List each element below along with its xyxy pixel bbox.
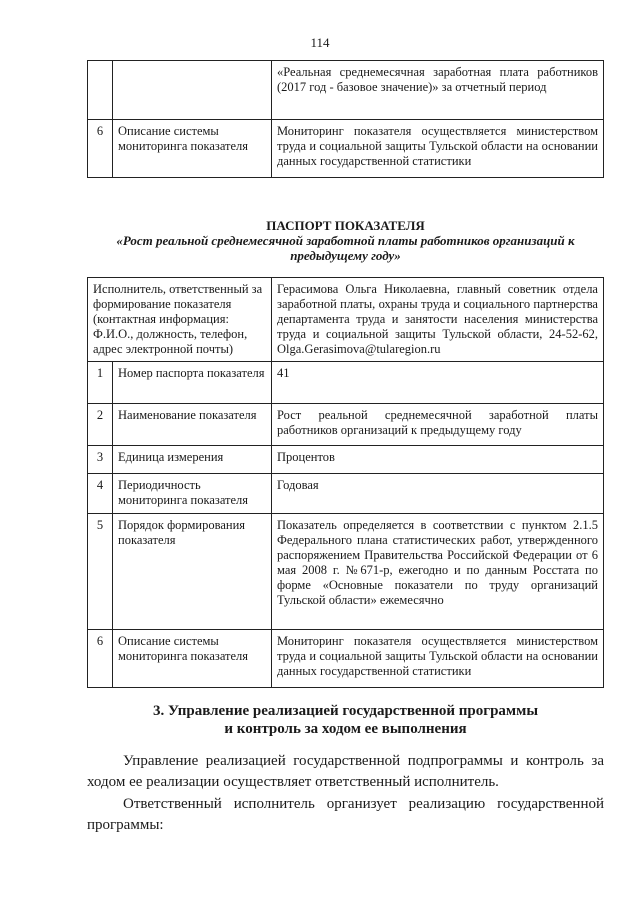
row-number: 3 xyxy=(88,446,113,474)
passport-table xyxy=(87,277,604,688)
table-row xyxy=(88,120,604,178)
passport-subtitle: «Рост реальной среднемесячной заработной платы работников организаций к предыдущему году» xyxy=(116,233,575,263)
row-value: Рост реальной среднемесячной заработной платы работников организаций к предыдущему году xyxy=(272,404,604,446)
row-label: Номер паспорта показателя xyxy=(113,362,272,404)
row-label: Наименование показателя xyxy=(113,404,272,446)
passport-title: ПАСПОРТ ПОКАЗАТЕЛЯ xyxy=(266,218,425,233)
table-row xyxy=(88,630,604,688)
table-row xyxy=(88,404,604,446)
page-number: 114 xyxy=(310,35,330,50)
row-value: Процентов xyxy=(272,446,604,474)
table-row xyxy=(88,362,604,404)
row-number: 2 xyxy=(88,404,113,446)
executor-label: Исполнитель, ответственный за формирование показателя (контактная информация: Ф.И.О., должность, телефон, адрес электронной почты) xyxy=(88,278,272,362)
continuation-table xyxy=(87,60,604,178)
section-heading-line: и контроль за ходом ее выполнения xyxy=(224,721,467,737)
table-row xyxy=(88,514,604,630)
row-number: 4 xyxy=(88,474,113,514)
row-number: 6 xyxy=(88,120,113,178)
row-label: Единица измерения xyxy=(113,446,272,474)
row-number: 1 xyxy=(88,362,113,404)
row-label: Порядок формирования показателя xyxy=(113,514,272,630)
body-paragraph: Ответственный исполнитель организует реализацию государственной программы: xyxy=(87,796,604,833)
table-row xyxy=(88,61,604,120)
section-heading xyxy=(87,702,604,738)
row-number: 6 xyxy=(88,630,113,688)
row-value: «Реальная среднемесячная заработная плата работников (2017 год - базовое значение)» за отчетный период xyxy=(272,61,604,120)
row-number: 5 xyxy=(88,514,113,630)
row-value: 41 xyxy=(272,362,604,404)
body-paragraph: Управление реализацией государственной подпрограммы и контроль за ходом ее реализации осуществляет ответственный исполнитель. xyxy=(87,753,604,790)
table-row xyxy=(88,474,604,514)
row-value: Мониторинг показателя осуществляется министерством труда и социальной защиты Тульской области на основании данных государственной статистики xyxy=(272,630,604,688)
row-label: Периодичность мониторинга показателя xyxy=(113,474,272,514)
table-row xyxy=(88,278,604,362)
row-label xyxy=(113,61,272,120)
row-value: Годовая xyxy=(272,474,604,514)
row-number xyxy=(88,61,113,120)
row-label: Описание системы мониторинга показателя xyxy=(113,120,272,178)
executor-value: Герасимова Ольга Николаевна, главный советник отдела заработной платы, охраны труда и социального партнерства департамента труда и занятости населения министерства труда и социальной защиты Тульской области, 24-52-62, Olga.Gerasimova@tularegion.ru xyxy=(272,278,604,362)
row-value: Мониторинг показателя осуществляется министерством труда и социальной защиты Тульской области на основании данных государственной статистики xyxy=(272,120,604,178)
row-label: Описание системы мониторинга показателя xyxy=(113,630,272,688)
row-value: Показатель определяется в соответствии с пунктом 2.1.5 Федерального плана статистических работ, утвержденного распоряжением Правительства Российской Федерации от 6 мая 2008 г. №671-р, ежегодно и по данным Росстата по форме «Основные показатели по труду организаций Тульской области» ежемесячно xyxy=(272,514,604,630)
section-heading-line: 3. Управление реализацией государственной программы xyxy=(152,703,539,719)
table-row xyxy=(88,446,604,474)
passport-heading xyxy=(87,218,604,263)
